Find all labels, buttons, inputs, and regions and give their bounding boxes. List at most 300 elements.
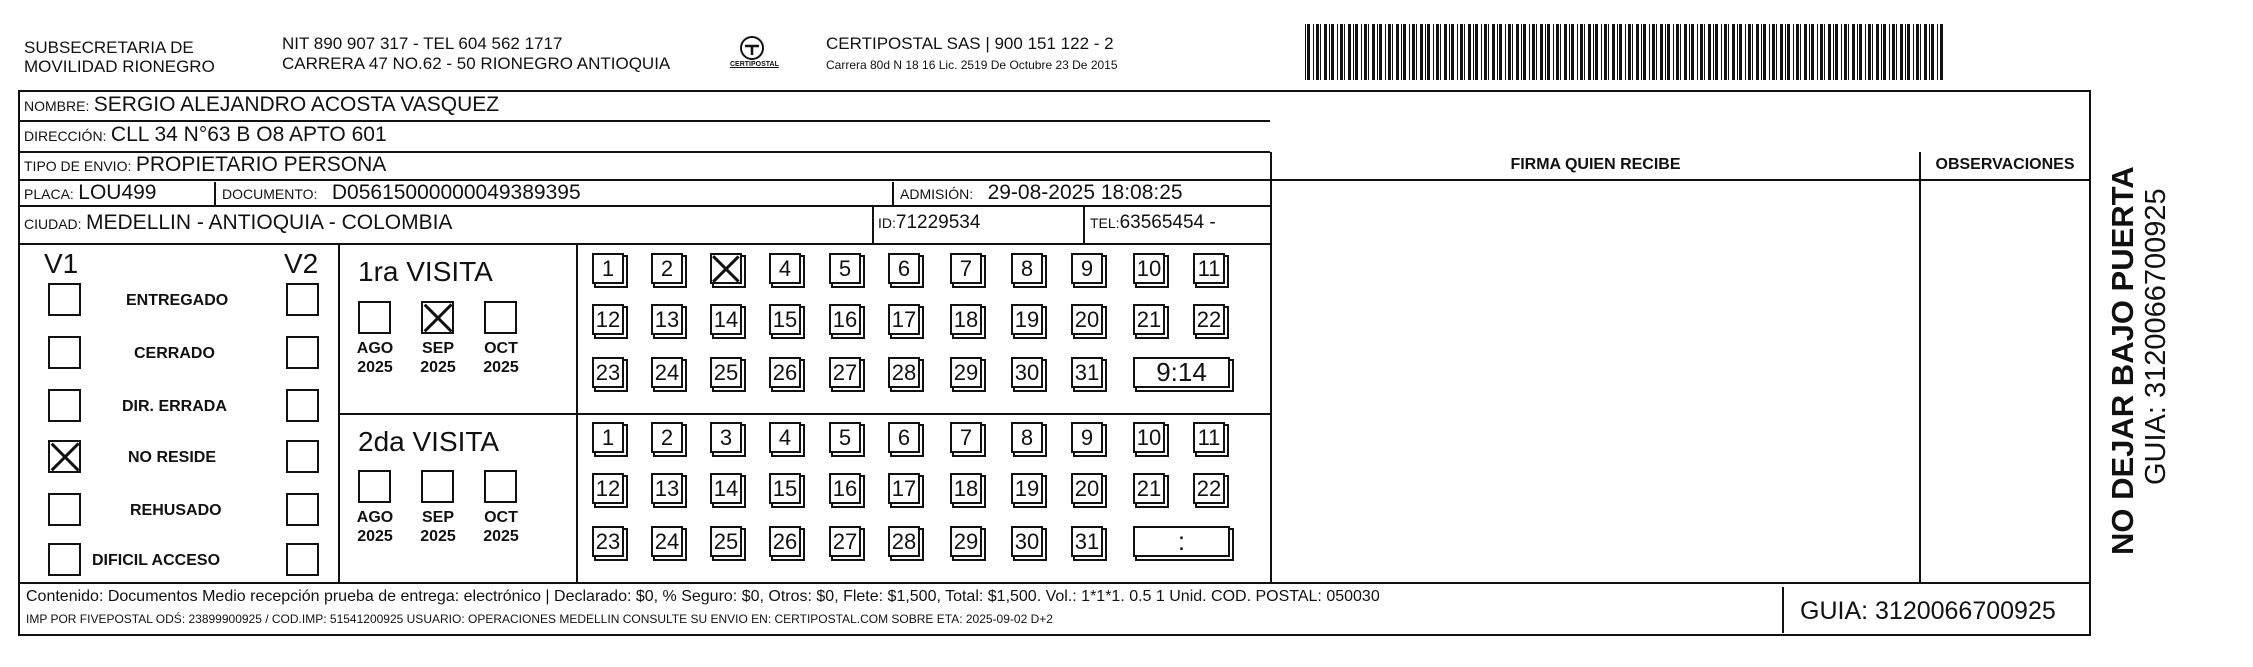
barcode-bar — [1872, 24, 1873, 80]
barcode-bar — [1684, 24, 1687, 80]
day-box[interactable]: 27 — [829, 357, 861, 388]
v2-checkbox[interactable] — [286, 440, 319, 473]
certipostal-logo-icon — [730, 34, 779, 74]
barcode-bar — [1857, 24, 1858, 80]
barcode-bar — [1464, 24, 1465, 80]
barcode-bar — [1305, 24, 1306, 80]
barcode-bar — [1508, 24, 1511, 80]
firma-column-head: FIRMA QUIEN RECIBE — [1510, 156, 1681, 173]
barcode-bar — [1656, 24, 1657, 80]
barcode-bar — [1676, 24, 1679, 80]
barcode-bar — [1811, 24, 1814, 80]
day-box[interactable]: 6 — [888, 422, 920, 453]
barcode-bar — [1660, 24, 1663, 80]
tipo-envio-row — [24, 152, 386, 180]
barcode-bar — [1713, 24, 1714, 80]
barcode-bar — [1665, 24, 1666, 80]
day-box[interactable]: 22 — [1193, 473, 1225, 504]
day-box[interactable]: 21 — [1133, 304, 1165, 335]
barcode-bar — [1889, 24, 1890, 80]
barcode-bar — [1724, 24, 1727, 80]
barcode-bar — [1848, 24, 1849, 80]
v1-checkbox[interactable] — [48, 543, 81, 576]
barcode-bar — [1739, 24, 1742, 80]
month-label: AGO 2025 — [356, 509, 394, 545]
barcode-bar — [1580, 24, 1583, 80]
admision-label: ADMISIÓN: — [900, 186, 974, 202]
barcode-bar — [1649, 24, 1650, 80]
barcode-bar — [1313, 24, 1314, 80]
day-box[interactable]: 4 — [769, 422, 801, 453]
day-box[interactable]: 1 — [592, 422, 624, 453]
barcode-bar — [1481, 24, 1482, 80]
barcode-bar — [1732, 24, 1735, 80]
office-line2: MOVILIDAD RIONEGRO — [24, 57, 215, 76]
barcode-bar — [1763, 24, 1766, 80]
month-checkbox[interactable] — [421, 301, 454, 334]
id-cell — [878, 210, 980, 237]
license-line: Carrera 80d N 18 16 Lic. 2519 De Octubre 23 De 2015 — [826, 58, 1118, 72]
barcode-bar — [1444, 24, 1447, 80]
barcode-bar — [1588, 24, 1591, 80]
barcode-bar — [1368, 24, 1369, 80]
status-label: DIFICIL ACCESO — [92, 552, 221, 569]
day-box[interactable]: 19 — [1011, 473, 1043, 504]
day-box[interactable]: 24 — [651, 357, 683, 388]
day-box[interactable]: 24 — [651, 526, 683, 557]
barcode-bar — [1492, 24, 1495, 80]
barcode-bar — [1900, 24, 1903, 80]
guia-box — [1782, 587, 2090, 633]
barcode-bar — [1612, 24, 1615, 80]
barcode-bar — [1868, 24, 1871, 80]
v1-checkbox[interactable] — [48, 493, 81, 526]
barcode-bar — [1667, 24, 1670, 80]
day-box[interactable]: 2 — [651, 422, 683, 453]
barcode-bar — [1689, 24, 1690, 80]
day-box[interactable]: 3 — [710, 422, 742, 453]
firma-divider — [1270, 152, 1272, 582]
v2-checkbox[interactable] — [286, 389, 319, 422]
barcode-bar — [1468, 24, 1471, 80]
barcode-bar — [1625, 24, 1626, 80]
barcode-bar — [1499, 24, 1502, 80]
day-box[interactable]: 26 — [769, 357, 801, 388]
day-box[interactable]: 12 — [592, 473, 624, 504]
day-box[interactable]: 5 — [829, 422, 861, 453]
barcode-bar — [1505, 24, 1506, 80]
ciudad-value: MEDELLIN - ANTIOQUIA - COLOMBIA — [86, 211, 453, 234]
month-checkbox[interactable] — [484, 301, 517, 334]
day-box[interactable]: 23 — [592, 357, 624, 388]
observaciones-column-head: OBSERVACIONES — [1935, 156, 2075, 173]
day-box[interactable]: 19 — [1011, 304, 1043, 335]
barcode-bar — [1643, 24, 1646, 80]
barcode-bar — [1540, 24, 1543, 80]
barcode-bar — [1896, 24, 1897, 80]
barcode-bar — [1708, 24, 1711, 80]
day-box[interactable]: 29 — [950, 357, 982, 388]
barcode-bar — [1564, 24, 1567, 80]
month-checkbox[interactable] — [484, 470, 517, 503]
month-label: SEP 2025 — [420, 340, 456, 376]
month-checkbox[interactable] — [358, 301, 391, 334]
time-field[interactable]: : — [1133, 526, 1230, 557]
barcode-bar — [1628, 24, 1631, 80]
status-label: DIR. ERRADA — [122, 398, 227, 415]
direccion-label: DIRECCIÓN: — [24, 128, 107, 144]
barcode-bar — [1331, 24, 1334, 80]
day-box[interactable]: 10 — [1133, 422, 1165, 453]
barcode-bar — [1608, 24, 1609, 80]
day-box[interactable]: 9 — [1071, 253, 1103, 284]
tipo-envio-value: PROPIETARIO PERSONA — [135, 153, 387, 176]
barcode-bar — [1920, 24, 1921, 80]
day-box[interactable]: 31 — [1071, 526, 1103, 557]
barcode-bar — [1800, 24, 1801, 80]
status-label: NO RESIDE — [128, 449, 217, 466]
nombre-label: NOMBRE: — [24, 98, 90, 114]
day-box[interactable]: 28 — [888, 357, 920, 388]
barcode-bar — [1532, 24, 1535, 80]
barcode-bar — [1571, 24, 1574, 80]
v2-checkbox[interactable] — [286, 543, 319, 576]
month-label: SEP 2025 — [420, 509, 456, 545]
day-box[interactable]: 16 — [829, 304, 861, 335]
barcode-bar — [1475, 24, 1478, 80]
barcode-bar — [1364, 24, 1367, 80]
barcode-bar — [1401, 24, 1402, 80]
barcode-bar — [1641, 24, 1642, 80]
id-separator — [872, 207, 874, 243]
day-box[interactable]: 27 — [829, 526, 861, 557]
v1-checkbox[interactable] — [48, 336, 81, 369]
barcode-bar — [1344, 24, 1345, 80]
day-box[interactable]: 26 — [769, 526, 801, 557]
v1-checkbox[interactable] — [48, 283, 81, 316]
barcode-bar — [1577, 24, 1578, 80]
time-field[interactable]: 9:14 — [1133, 357, 1230, 388]
day-box[interactable]: 14 — [710, 473, 742, 504]
barcode-bar — [1769, 24, 1770, 80]
barcode-bar — [1403, 24, 1406, 80]
placa-label: PLACA: — [24, 186, 74, 202]
day-box[interactable]: 12 — [592, 304, 624, 335]
side-guia: GUIA: 3120066700925 — [2140, 188, 2172, 485]
placa-separator — [214, 182, 216, 205]
barcode-bar — [1804, 24, 1807, 80]
month-label: OCT 2025 — [483, 340, 519, 376]
day-box[interactable]: 18 — [950, 304, 982, 335]
barcode-bar — [1416, 24, 1417, 80]
barcode-bar — [1536, 24, 1537, 80]
footer-divider — [18, 582, 2091, 584]
barcode-bar — [1601, 24, 1602, 80]
barcode-bar — [1377, 24, 1378, 80]
day-box[interactable]: 30 — [1011, 357, 1043, 388]
barcode-bar — [1427, 24, 1430, 80]
v1-heading: V1 — [44, 248, 79, 279]
placa-value: LOU499 — [78, 181, 157, 204]
barcode-bar — [1388, 24, 1391, 80]
address-line: CARRERA 47 NO.62 - 50 RIONEGRO ANTIOQUIA — [282, 54, 671, 73]
direccion-row — [24, 122, 387, 150]
barcode-bar — [1420, 24, 1423, 80]
barcode-bar — [1412, 24, 1415, 80]
visit2-title: 2da VISITA — [358, 426, 500, 457]
day-box[interactable]: 11 — [1193, 422, 1225, 453]
day-box[interactable]: 4 — [769, 253, 801, 284]
barcode-bar — [1619, 24, 1622, 80]
nombre-row — [24, 92, 499, 120]
month-label: OCT 2025 — [483, 509, 519, 545]
day-box[interactable] — [710, 253, 742, 284]
barcode-bar — [1905, 24, 1906, 80]
day-box[interactable]: 2 — [651, 253, 683, 284]
barcode-bar — [1379, 24, 1382, 80]
day-box[interactable]: 5 — [829, 253, 861, 284]
barcode-bar — [1307, 24, 1310, 80]
barcode-bar — [1440, 24, 1441, 80]
id-label: ID: — [878, 215, 896, 231]
visit-divider — [338, 413, 1272, 415]
v2-checkbox[interactable] — [286, 336, 319, 369]
barcode-bar — [1859, 24, 1862, 80]
barcode-bar — [1473, 24, 1474, 80]
day-box[interactable]: 30 — [1011, 526, 1043, 557]
barcode-bar — [1449, 24, 1450, 80]
barcode-bar — [1348, 24, 1351, 80]
barcode-bar — [1940, 24, 1943, 80]
status-label: CERRADO — [134, 345, 215, 362]
barcode-bar — [1721, 24, 1722, 80]
day-box[interactable]: 7 — [950, 422, 982, 453]
barcode-bar — [1436, 24, 1439, 80]
barcode-bar — [1876, 24, 1879, 80]
tipo-envio-label: TIPO DE ENVIO: — [24, 158, 132, 174]
barcode-bar — [1748, 24, 1751, 80]
day-box[interactable]: 20 — [1071, 473, 1103, 504]
barcode-bar — [1691, 24, 1694, 80]
barcode-bar — [1761, 24, 1762, 80]
side-warning: NO DEJAR BAJO PUERTA — [2105, 166, 2140, 555]
ciudad-label: CIUDAD: — [24, 216, 82, 232]
barcode-bar — [1433, 24, 1434, 80]
barcode-bar — [1409, 24, 1410, 80]
barcode-bar — [1704, 24, 1705, 80]
v2-checkbox[interactable] — [286, 283, 319, 316]
day-box[interactable]: 14 — [710, 304, 742, 335]
barcode-bar — [1512, 24, 1513, 80]
barcode-bar — [1680, 24, 1681, 80]
barcode-bar — [1883, 24, 1886, 80]
barcode-bar — [1715, 24, 1718, 80]
barcode-bar — [1617, 24, 1618, 80]
nit-line: NIT 890 907 317 - TEL 604 562 1717 — [282, 34, 563, 53]
barcode-bar — [1516, 24, 1519, 80]
barcode-bar — [1865, 24, 1866, 80]
tel-separator — [1083, 207, 1085, 243]
barcode-bar — [1497, 24, 1498, 80]
nombre-value: SERGIO ALEJANDRO ACOSTA VASQUEZ — [93, 93, 500, 116]
barcode-bar — [1457, 24, 1458, 80]
barcode-bar — [1752, 24, 1753, 80]
barcode-bar — [1697, 24, 1698, 80]
admision-value: 29-08-2025 18:08:25 — [987, 181, 1183, 204]
barcode-bar — [1835, 24, 1838, 80]
barcode-bar — [1553, 24, 1554, 80]
barcode-bar — [1745, 24, 1746, 80]
barcode-bar — [1931, 24, 1934, 80]
day-box[interactable]: 11 — [1193, 253, 1225, 284]
barcode-bar — [1353, 24, 1354, 80]
barcode — [1305, 24, 1943, 80]
day-box[interactable]: 15 — [769, 304, 801, 335]
barcode-bar — [1929, 24, 1930, 80]
month-checkbox[interactable] — [358, 470, 391, 503]
day-box[interactable]: 6 — [888, 253, 920, 284]
day-box[interactable]: 29 — [950, 526, 982, 557]
barcode-bar — [1593, 24, 1594, 80]
barcode-bar — [1460, 24, 1463, 80]
ciudad-cell — [24, 210, 452, 238]
day-box[interactable]: 28 — [888, 526, 920, 557]
barcode-bar — [1425, 24, 1426, 80]
direccion-value: CLL 34 N°63 B O8 APTO 601 — [110, 123, 387, 146]
observaciones-divider — [1919, 152, 1921, 582]
barcode-bar — [1556, 24, 1559, 80]
documento-label: DOCUMENTO: — [222, 186, 318, 202]
v2-checkbox[interactable] — [286, 493, 319, 526]
barcode-bar — [1595, 24, 1598, 80]
barcode-bar — [1560, 24, 1561, 80]
barcode-bar — [1776, 24, 1777, 80]
barcode-bar — [1545, 24, 1546, 80]
day-box[interactable]: 13 — [651, 304, 683, 335]
day-box[interactable]: 15 — [769, 473, 801, 504]
barcode-bar — [1756, 24, 1759, 80]
day-box[interactable]: 13 — [651, 473, 683, 504]
barcode-bar — [1937, 24, 1938, 80]
v1-checkbox[interactable] — [48, 389, 81, 422]
day-box[interactable]: 22 — [1193, 304, 1225, 335]
id-value: 71229534 — [895, 212, 981, 233]
barcode-bar — [1907, 24, 1910, 80]
barcode-bar — [1521, 24, 1522, 80]
barcode-bar — [1451, 24, 1454, 80]
barcode-bar — [1916, 24, 1919, 80]
barcode-bar — [1924, 24, 1927, 80]
barcode-bar — [1632, 24, 1633, 80]
barcode-bar — [1569, 24, 1570, 80]
barcode-bar — [1817, 24, 1818, 80]
barcode-bar — [1700, 24, 1703, 80]
day-box[interactable]: 8 — [1011, 253, 1043, 284]
admision-cell — [900, 180, 1183, 208]
barcode-bar — [1636, 24, 1639, 80]
day-box[interactable]: 8 — [1011, 422, 1043, 453]
barcode-bar — [1913, 24, 1914, 80]
day-box[interactable]: 10 — [1133, 253, 1165, 284]
barcode-bar — [1385, 24, 1386, 80]
barcode-bar — [1772, 24, 1775, 80]
day-box[interactable]: 25 — [710, 357, 742, 388]
barcode-bar — [1340, 24, 1343, 80]
barcode-bar — [1337, 24, 1338, 80]
barcode-bar — [1809, 24, 1810, 80]
barcode-bar — [1604, 24, 1607, 80]
barcode-bar — [1484, 24, 1487, 80]
day-box[interactable]: 16 — [829, 473, 861, 504]
day-box[interactable]: 17 — [888, 304, 920, 335]
tel-cell — [1090, 210, 1216, 237]
day-box[interactable]: 25 — [710, 526, 742, 557]
barcode-bar — [1488, 24, 1489, 80]
company-line: CERTIPOSTAL SAS | 900 151 122 - 2 — [826, 34, 1114, 53]
status-label: REHUSADO — [130, 502, 222, 519]
admision-separator — [892, 182, 894, 205]
barcode-bar — [1584, 24, 1585, 80]
day-box[interactable]: 23 — [592, 526, 624, 557]
office-line1: SUBSECRETARIA DE — [24, 38, 194, 57]
barcode-bar — [1824, 24, 1825, 80]
barcode-bar — [1316, 24, 1319, 80]
status-label: ENTREGADO — [126, 292, 229, 309]
row-divider — [18, 243, 1272, 245]
barcode-bar — [1652, 24, 1655, 80]
day-box[interactable]: 20 — [1071, 304, 1103, 335]
v1-checkbox[interactable] — [48, 440, 81, 473]
tel-value: 63565454 - — [1119, 212, 1216, 233]
guia-box-text: GUIA: 3120066700925 — [1800, 597, 2056, 625]
barcode-bar — [1841, 24, 1842, 80]
barcode-bar — [1852, 24, 1855, 80]
barcode-bar — [1355, 24, 1358, 80]
day-box[interactable]: 1 — [592, 253, 624, 284]
barcode-bar — [1793, 24, 1794, 80]
day-box[interactable]: 17 — [888, 473, 920, 504]
footer-line1: Contenido: Documentos Medio recepción prueba de entrega: electrónico | Declarado: $0, % Seguro: $0, Otros: $0, Flete: $1,500, Total: $1,500. Vol.: 1*1*1. 0.5 1 Unid. COD. POSTAL: 050030 — [26, 588, 1380, 605]
barcode-bar — [1320, 24, 1321, 80]
barcode-bar — [1892, 24, 1895, 80]
barcode-bar — [1547, 24, 1550, 80]
day-box[interactable]: 7 — [950, 253, 982, 284]
placa-cell — [24, 180, 156, 208]
barcode-bar — [1828, 24, 1831, 80]
barcode-bar — [1881, 24, 1882, 80]
day-box[interactable]: 31 — [1071, 357, 1103, 388]
barcode-bar — [1844, 24, 1847, 80]
footer-line2: IMP POR FIVEPOSTAL ODŚ: 23899900925 / COD.IMP: 51541200925 USUARIO: OPERACIONES MEDELLIN CONSULTE SU ENVIO EN: CERTIPOSTAL.COM SOBRE ETA: 2025-09-02 D+2 — [26, 612, 1053, 626]
barcode-bar — [1833, 24, 1834, 80]
barcode-bar — [1396, 24, 1399, 80]
day-box[interactable]: 21 — [1133, 473, 1165, 504]
day-box[interactable]: 9 — [1071, 422, 1103, 453]
day-box[interactable]: 18 — [950, 473, 982, 504]
barcode-bar — [1796, 24, 1799, 80]
barcode-bar — [1780, 24, 1783, 80]
barcode-bar — [1329, 24, 1330, 80]
documento-cell — [222, 180, 581, 208]
barcode-bar — [1673, 24, 1674, 80]
barcode-bar — [1523, 24, 1526, 80]
barcode-bar — [1785, 24, 1786, 80]
tel-label: TEL: — [1090, 215, 1120, 231]
month-checkbox[interactable] — [421, 470, 454, 503]
barcode-bar — [1787, 24, 1790, 80]
visit1-title: 1ra VISITA — [358, 256, 493, 287]
documento-value: D05615000000049389395 — [331, 181, 581, 204]
